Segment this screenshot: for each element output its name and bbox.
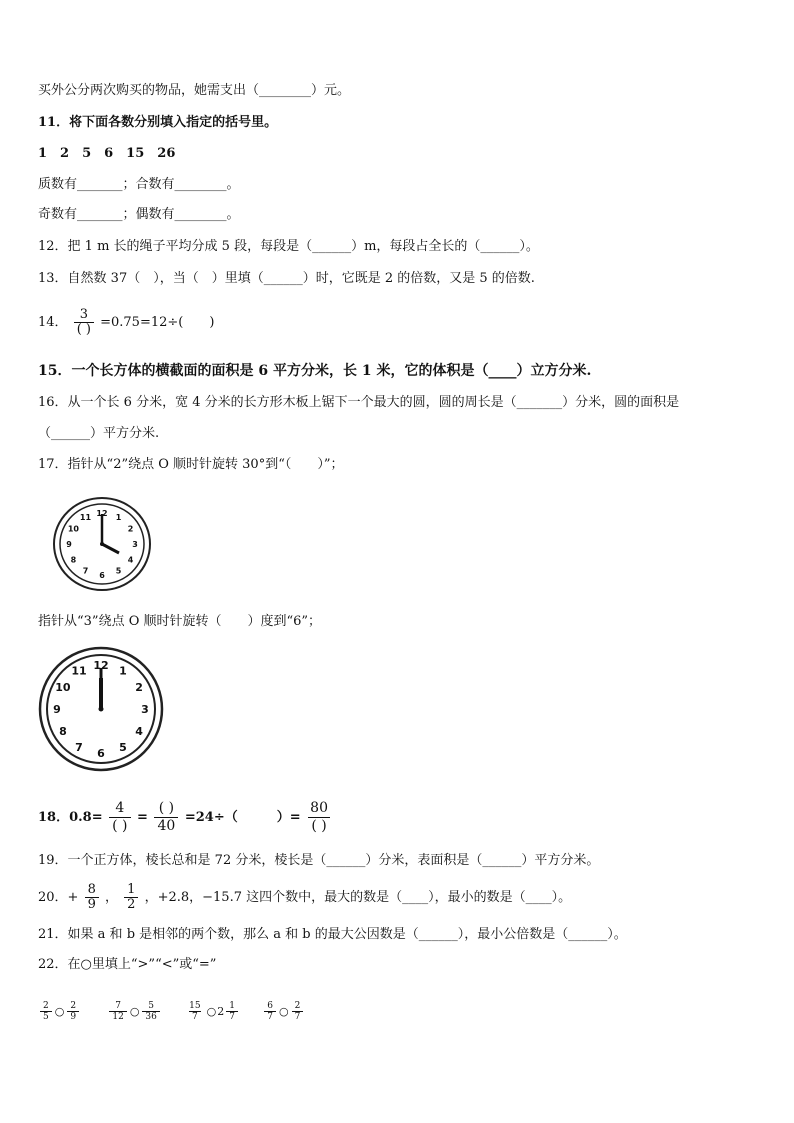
q19-text: 19．一个正方体，棱长总和是 72 分米，棱长是（______）分米，表面积是（______）平方分米。 <box>38 853 600 868</box>
q11-prime-composite: 质数有_______；合数有________。 <box>38 177 240 192</box>
q22-item-4 <box>262 1001 305 1022</box>
q22-c2-b-den: 36 <box>142 1011 159 1022</box>
clock-2-numeral-5: 5 <box>119 741 127 754</box>
clock-1-numeral-3: 3 <box>132 539 138 549</box>
clock-1-numeral-8: 8 <box>70 555 77 565</box>
clock-2-numeral-7: 7 <box>75 741 83 754</box>
q20-sep: ， <box>105 890 119 905</box>
clock-2-numeral-3: 3 <box>141 702 149 716</box>
clock-1-numeral-11: 11 <box>79 513 92 522</box>
q18-frac-3-num: 80 <box>310 800 328 816</box>
q22-c3-b-num: 1 <box>229 1001 235 1011</box>
q22-c4-b-num: 2 <box>294 1001 301 1011</box>
q22-c1-a-num: 2 <box>43 1001 49 1011</box>
q12-text: 12．把 1 m 长的绳子平均分成 5 段，每段是（______）m，每段占全长的（______）。 <box>38 239 539 254</box>
q14-frac-den: ( ) <box>74 322 94 337</box>
clock-1-numeral-12: 12 <box>96 508 108 518</box>
clock-2-numeral-2: 2 <box>135 680 143 694</box>
q18-frac-1-num: 4 <box>115 800 125 816</box>
q22-c3-a-num: 15 <box>189 1001 201 1011</box>
q22-c2-a-num: 7 <box>115 1001 121 1011</box>
clock-2-numeral-8: 8 <box>59 724 67 738</box>
q22-c4-a-num: 6 <box>267 1001 273 1011</box>
q18-frac-2 <box>154 800 178 835</box>
q14-line <box>38 308 214 337</box>
q11-title: 11．将下面各数分别填入指定的括号里。 <box>38 115 278 130</box>
q20-label: 20．+ <box>38 890 79 905</box>
q22-c1-a-den: 5 <box>40 1011 52 1022</box>
q18-line <box>38 800 333 835</box>
q22-c4-circle: ○ <box>278 1005 289 1018</box>
clock-1-numeral-1: 1 <box>115 513 122 522</box>
q18-frac-3 <box>307 800 331 835</box>
q15-text: 15．一个长方体的横截面的面积是 6 平方分米，长 1 米，它的体积是（____）立方分米. <box>38 363 592 379</box>
q18-frac-2-num: ( ) <box>158 800 175 816</box>
q22-c1-circle: ○ <box>54 1005 65 1018</box>
clock-1-numeral-5: 5 <box>115 566 122 576</box>
q22-c2-a-den: 12 <box>109 1011 126 1022</box>
clock-2-numeral-4: 4 <box>135 724 143 738</box>
q20-frac-1 <box>85 883 99 912</box>
q16-line1: 16．从一个长 6 分米，宽 4 分米的长方形木板上锯下一个最大的圆，圆的周长是（_______）分米，圆的面积是 <box>38 395 680 410</box>
q20-frac-2 <box>124 883 138 912</box>
q22-c4-b-den: 7 <box>292 1011 304 1022</box>
q14-fraction <box>74 308 94 337</box>
q20-frac-1-den: 9 <box>85 897 99 912</box>
q11-odd-even: 奇数有_______；偶数有________。 <box>38 207 240 222</box>
q22-c4-a-den: 7 <box>264 1011 276 1022</box>
q17-line1: 17．指针从“2”绕点 O 顺时针旋转 30°到“（ ）”； <box>38 457 344 472</box>
clock-1-numeral-4: 4 <box>127 555 134 565</box>
q22-c1-b-den: 9 <box>67 1011 79 1022</box>
q16-line2: （______）平方分米. <box>38 426 160 441</box>
q20-rest: ，+2.8，−15.7 这四个数中，最大的数是（____），最小的数是（____）。 <box>144 890 572 905</box>
clock-1 <box>52 496 156 594</box>
q18-frac-2-den: 40 <box>154 817 178 835</box>
clock-2-numeral-10: 10 <box>55 680 71 694</box>
q20-frac-2-num: 1 <box>127 882 136 897</box>
q11-numbers: 1 2 5 6 15 26 <box>38 146 176 161</box>
clock-1-numeral-6: 6 <box>99 570 105 580</box>
q22-c1-b-num: 2 <box>70 1001 77 1011</box>
clock-1-numeral-10: 10 <box>67 524 79 534</box>
clock-2-numeral-6: 6 <box>97 746 105 760</box>
clock-2-numeral-1: 1 <box>119 664 127 678</box>
clock-2-numeral-12: 12 <box>93 658 109 672</box>
q18-eq1: = <box>137 810 148 825</box>
q22-c3-circle: ○ <box>206 1005 217 1018</box>
q22-c3-whole: 2 <box>217 1005 225 1018</box>
q22-item-1 <box>38 1001 85 1022</box>
q22-item-3 <box>184 1001 244 1022</box>
q22-item-2 <box>107 1001 166 1022</box>
q22-title: 22．在○里填上“>”“<”或“=” <box>38 957 217 972</box>
q20-line <box>38 883 571 912</box>
q18-label: 18．0.8= <box>38 810 103 825</box>
clock-2-numeral-11: 11 <box>71 664 87 678</box>
clock-2-numeral-9: 9 <box>53 702 61 716</box>
q22-c2-circle: ○ <box>129 1005 140 1018</box>
q14-rest: =0.75=12÷( ) <box>100 315 215 330</box>
q18-mid: =24÷（ ）= <box>184 810 301 825</box>
q22-c2-b-num: 5 <box>148 1001 155 1011</box>
q17-line2: 指针从“3”绕点 O 顺时针旋转（ ）度到“6”； <box>38 614 322 629</box>
q20-frac-1-num: 8 <box>87 882 96 897</box>
clock-2 <box>38 646 166 774</box>
q22-c3-b-den: 7 <box>226 1011 238 1022</box>
clock-1-hour-hand <box>102 544 119 553</box>
clock-1-numeral-9: 9 <box>66 539 72 549</box>
q22-comparisons <box>38 1000 305 1024</box>
q18-frac-1 <box>109 800 130 835</box>
q14-label: 14． <box>38 315 68 330</box>
q21-text: 21．如果 a 和 b 是相邻的两个数，那么 a 和 b 的最大公因数是（______），最小公倍数是（______）。 <box>38 927 627 942</box>
q10-text: 买外公分两次购买的物品，她需支出（________）元。 <box>38 83 351 98</box>
q18-frac-1-den: ( ) <box>109 817 130 835</box>
clock-1-numeral-2: 2 <box>127 524 134 534</box>
clock-1-numeral-7: 7 <box>82 566 89 576</box>
q13-text: 13．自然数 37（ ），当（ ）里填（______）时，它既是 2 的倍数，又是 5 的倍数. <box>38 271 535 286</box>
q22-c3-a-den: 7 <box>189 1011 201 1022</box>
q20-frac-2-den: 2 <box>124 897 138 912</box>
q18-frac-3-den: ( ) <box>308 817 329 835</box>
q14-frac-num: 3 <box>79 307 88 322</box>
